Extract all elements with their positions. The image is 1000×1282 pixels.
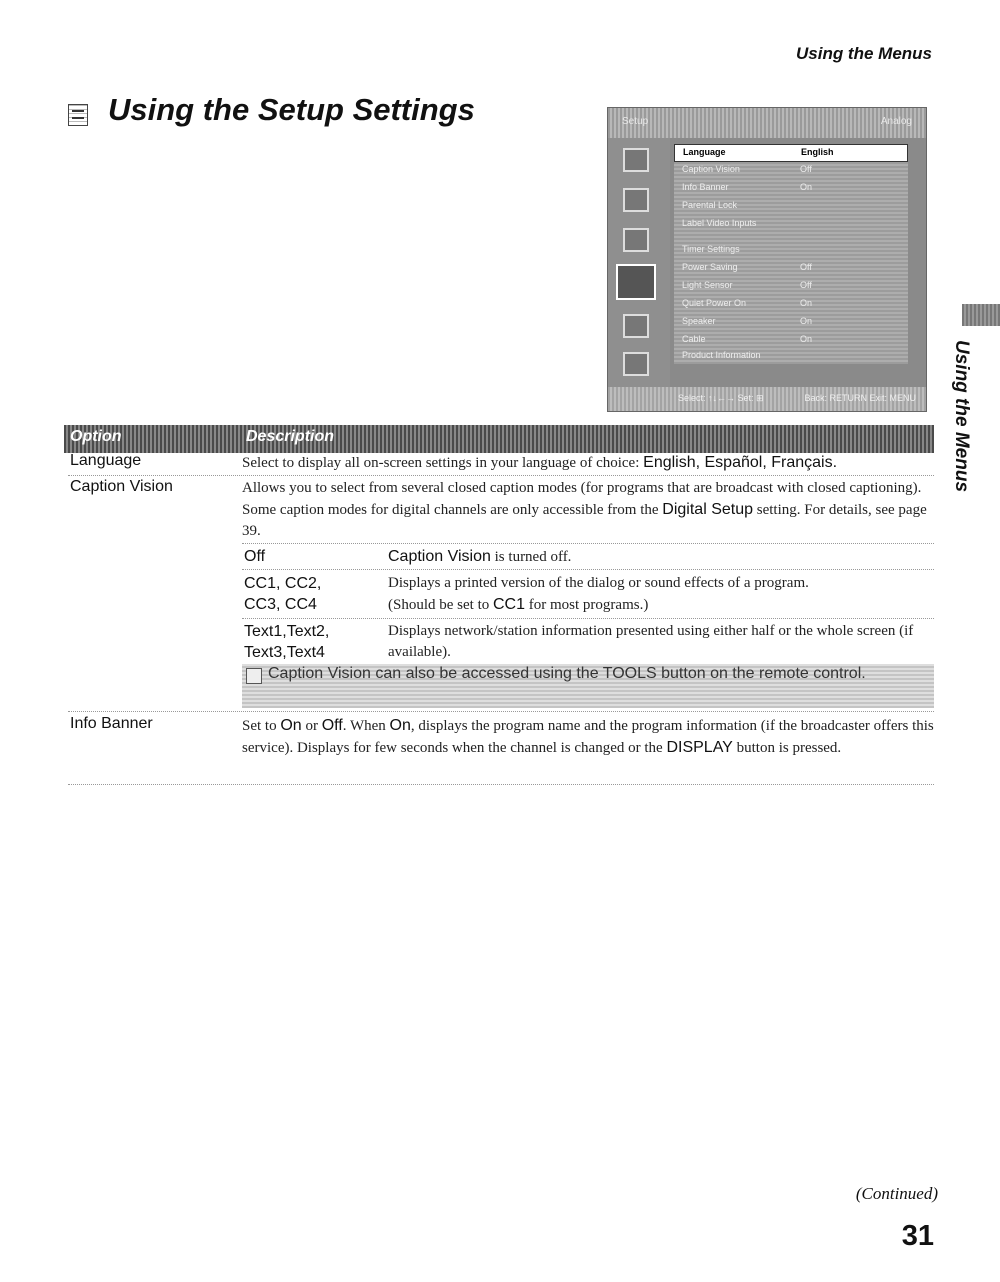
tv-menu-item: Quiet Power On On xyxy=(682,298,813,308)
row-divider xyxy=(68,711,934,712)
tv-menu-item: Product Information xyxy=(682,350,761,360)
tv-menu-icon-column xyxy=(608,138,670,387)
setup-icon xyxy=(616,264,656,300)
tv-menu-item: Parental Lock xyxy=(682,200,738,210)
page-number: 31 xyxy=(901,1220,934,1252)
setup-settings-icon xyxy=(68,104,88,126)
tv-menu-title: Setup xyxy=(622,116,649,127)
row-divider xyxy=(68,784,934,785)
tv-menu-footer-select: Select: ↑↓←→ Set: ⊞ xyxy=(678,393,764,403)
option-info-banner: Info Banner xyxy=(70,715,153,732)
sub-option-cc: CC1, CC2, CC3, CC4 xyxy=(244,575,322,613)
side-tab-marker xyxy=(962,304,1000,326)
tv-menu-item: Timer Settings xyxy=(682,244,740,254)
tv-menu-footer xyxy=(608,387,926,411)
screen-icon xyxy=(623,228,649,252)
sub-row-divider xyxy=(242,569,934,570)
page-title: Using the Setup Settings xyxy=(108,92,475,127)
tv-menu-item: Caption Vision Off xyxy=(682,164,812,174)
note-pencil-icon xyxy=(246,668,262,684)
note-text: Caption Vision can also be accessed using the TOOLS button on the remote control. xyxy=(268,665,866,682)
sub-description-text: Displays network/station information presented using either half or the whole screen (if available). xyxy=(388,623,914,660)
sub-option-text: Text1,Text2, Text3,Text4 xyxy=(244,623,330,661)
tv-menu-item: Info Banner On xyxy=(682,182,813,192)
tv-menu-header xyxy=(608,108,926,138)
channel-icon xyxy=(623,314,649,338)
header-option: Option xyxy=(70,428,122,445)
header-description: Description xyxy=(246,428,335,445)
tv-menu-input: Analog xyxy=(880,116,912,127)
tv-menu-item: Light Sensor Off xyxy=(682,280,812,290)
row-divider xyxy=(68,475,934,476)
tv-menu-footer-back: Back: RETURN Exit: MENU xyxy=(804,393,916,403)
sub-row-divider xyxy=(242,543,934,544)
description-caption-vision: Allows you to select from several closed caption modes (for programs that are broadcast with closed captioning). Some caption modes for digital channels are only accessible from the Digital Setup setting. For details, see page 39. xyxy=(242,480,927,539)
description-info-banner: Set to On or Off. When On, displays the program name and the program information (if the broadcaster offers this service). Displays for few seconds when the channel is changed or the DISPLAY button is pressed. xyxy=(242,717,934,756)
side-tab-label: Using the Menus xyxy=(951,340,972,493)
tv-menu-item-language: Language English xyxy=(674,144,908,162)
tv-menu-list xyxy=(674,144,908,364)
note-box xyxy=(242,664,934,708)
running-head: Using the Menus xyxy=(795,44,932,63)
sound-icon xyxy=(623,188,649,212)
sub-description-cc: Displays a printed version of the dialog or sound effects of a program. (Should be set to CC1 for most programs.) xyxy=(388,575,809,613)
tv-menu-item: Speaker On xyxy=(682,316,813,326)
tv-menu-screenshot xyxy=(607,107,927,412)
option-caption-vision: Caption Vision xyxy=(70,478,173,495)
sub-row-divider xyxy=(242,618,934,619)
picture-icon xyxy=(623,148,649,172)
table-header xyxy=(64,425,934,453)
sub-description-off: Caption Vision is turned off. xyxy=(388,548,572,565)
continued-label: (Continued) xyxy=(855,1184,938,1203)
sub-option-off: Off xyxy=(244,548,266,565)
tv-menu-item: Label Video Inputs xyxy=(682,218,757,228)
parental-icon xyxy=(623,352,649,376)
option-language: Language xyxy=(70,452,142,469)
description-language: Select to display all on-screen settings in your language of choice: English, Español, Français. xyxy=(242,454,838,471)
tv-menu-item: Cable On xyxy=(682,334,813,344)
tv-menu-item: Power Saving Off xyxy=(682,262,812,272)
